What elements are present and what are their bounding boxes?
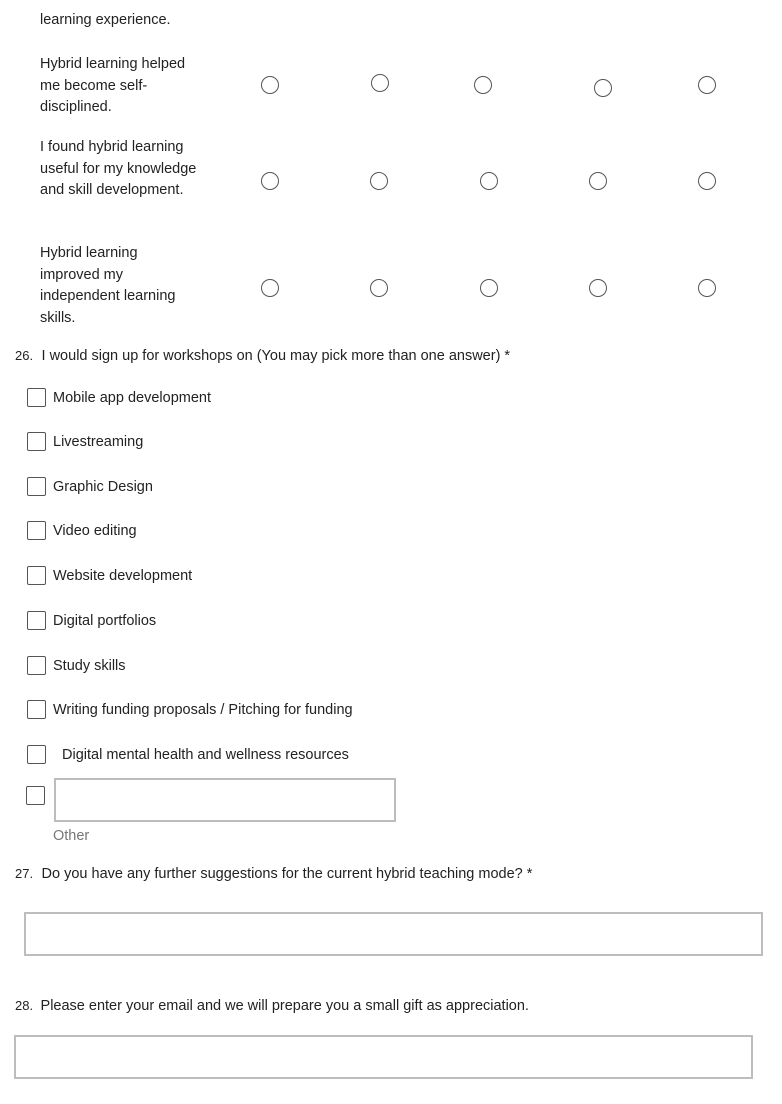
radio-option[interactable] [589, 279, 607, 297]
question-text: I would sign up for workshops on (You may pick more than one answer) * [41, 348, 511, 364]
question-26-header [15, 347, 510, 365]
checkbox-digital-portfolios[interactable] [27, 611, 46, 630]
radio-option[interactable] [594, 79, 612, 97]
question-text: Please enter your email and we will prepare you a small gift as appreciation. [40, 998, 529, 1014]
checkbox-label: Digital mental health and wellness resources [62, 747, 349, 763]
radio-option[interactable] [474, 76, 492, 94]
checkbox-label: Graphic Design [53, 479, 153, 495]
checkbox-study-skills[interactable] [27, 656, 46, 675]
checkbox-digital-mental-health[interactable] [27, 745, 46, 764]
checkbox-other[interactable] [26, 786, 45, 805]
likert-statement: I found hybrid learning useful for my knowledge and skill development. [40, 139, 197, 198]
checkbox-writing-funding-proposals[interactable] [27, 700, 46, 719]
email-input[interactable] [14, 1035, 753, 1079]
question-27-header [15, 865, 532, 883]
question-number: 28. [15, 998, 34, 1013]
other-label: Other [53, 828, 90, 844]
checkbox-label: Livestreaming [53, 434, 144, 450]
checkbox-website-development[interactable] [27, 566, 46, 585]
checkbox-label: Website development [53, 568, 193, 584]
checkbox-mobile-app-development[interactable] [27, 388, 46, 407]
radio-option[interactable] [261, 172, 279, 190]
checkbox-label: Writing funding proposals / Pitching for funding [53, 702, 353, 718]
radio-option[interactable] [261, 279, 279, 297]
radio-option[interactable] [371, 74, 389, 92]
question-text: Do you have any further suggestions for the current hybrid teaching mode? * [41, 866, 533, 882]
radio-option[interactable] [589, 172, 607, 190]
checkbox-label: Video editing [53, 523, 137, 539]
radio-option[interactable] [698, 172, 716, 190]
suggestions-input[interactable] [24, 912, 763, 956]
radio-option[interactable] [261, 76, 279, 94]
likert-cut-off-text: learning experience. [40, 12, 171, 28]
checkbox-livestreaming[interactable] [27, 432, 46, 451]
radio-option[interactable] [698, 279, 716, 297]
other-text-input[interactable] [54, 778, 396, 822]
checkbox-label: Study skills [53, 658, 126, 674]
likert-statement: Hybrid learning improved my independent learning skills. [40, 245, 176, 326]
checkbox-video-editing[interactable] [27, 521, 46, 540]
question-number: 27. [15, 866, 34, 881]
likert-statement: Hybrid learning helped me become self-disciplined. [40, 56, 186, 115]
radio-option[interactable] [370, 172, 388, 190]
radio-option[interactable] [480, 172, 498, 190]
checkbox-label: Digital portfolios [53, 613, 157, 629]
checkbox-label: Mobile app development [53, 390, 211, 406]
checkbox-graphic-design[interactable] [27, 477, 46, 496]
question-28-header [15, 997, 529, 1015]
radio-option[interactable] [370, 279, 388, 297]
radio-option[interactable] [698, 76, 716, 94]
radio-option[interactable] [480, 279, 498, 297]
question-number: 26. [15, 348, 34, 363]
